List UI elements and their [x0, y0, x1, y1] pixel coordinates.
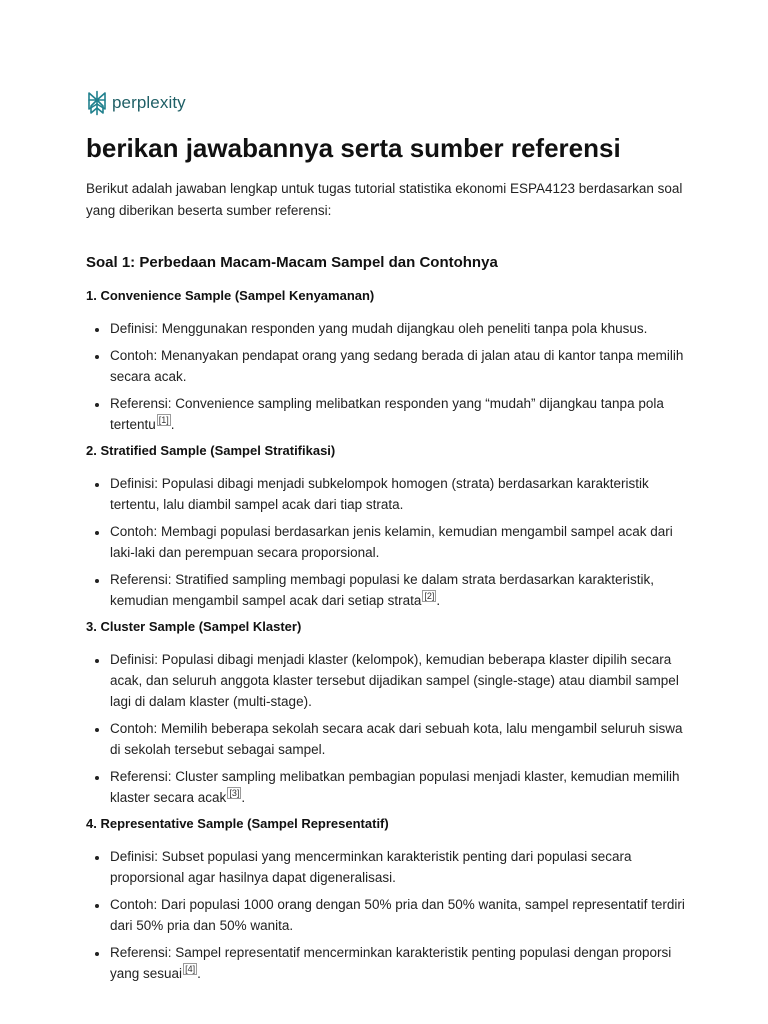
- document-page: [86, 86, 686, 990]
- page-title: berikan jawabannya serta sumber referensi: [86, 133, 621, 163]
- perplexity-logo-icon: [86, 90, 108, 116]
- brand-name: perplexity: [112, 93, 186, 112]
- sample-type-heading: 4. Representative Sample (Sampel Representatif): [86, 816, 389, 831]
- brand-logo: [86, 86, 686, 120]
- citation-link[interactable]: [4]: [185, 964, 196, 974]
- citation-link[interactable]: [3]: [229, 788, 240, 798]
- sample-type-section: [86, 441, 686, 611]
- reference-item: • Referensi: Convenience sampling melibatkan responden yang “mudah” dijangkau tanpa pola tertentu [1] .: [109, 393, 686, 435]
- example-item: • Contoh: Dari populasi 1000 orang dengan 50% pria dan 50% wanita, sampel representatif terdiri dari 50% pria dan 50% wanita.: [109, 894, 686, 936]
- citation-link[interactable]: [2]: [424, 591, 435, 601]
- definition-item: • Definisi: Populasi dibagi menjadi klaster (kelompok), kemudian beberapa klaster dipilih secara acak, dan seluruh anggota klaster tersebut dijadikan sampel (single-stage) atau diambil sampel lagi di dalam klaster (multi-stage).: [109, 649, 686, 712]
- intro-paragraph: Berikut adalah jawaban lengkap untuk tugas tutorial statistika ekonomi ESPA4123 berdasarkan soal yang diberikan beserta sumber referensi:: [86, 181, 683, 218]
- sample-type-heading: 1. Convenience Sample (Sampel Kenyamanan): [86, 288, 375, 303]
- example-item: • Contoh: Memilih beberapa sekolah secara acak dari sebuah kota, lalu mengambil seluruh siswa di sekolah tersebut sebagai sampel.: [109, 718, 686, 760]
- sample-type-list: [86, 846, 686, 984]
- definition-item: • Definisi: Populasi dibagi menjadi subkelompok homogen (strata) berdasarkan karakteristik tertentu, lalu diambil sampel acak dari tiap strata.: [109, 473, 686, 515]
- citation-link[interactable]: [1]: [158, 415, 169, 425]
- sample-type-section: [86, 814, 686, 984]
- sample-type-section: [86, 617, 686, 808]
- reference-item: • Referensi: Sampel representatif mencerminkan karakteristik penting populasi dengan proporsi yang sesuai [4] .: [109, 942, 686, 984]
- sample-type-section: [86, 286, 686, 435]
- sample-type-heading: 2. Stratified Sample (Sampel Stratifikasi): [86, 443, 336, 458]
- question-heading: Soal 1: Perbedaan Macam-Macam Sampel dan Contohnya: [86, 254, 498, 271]
- definition-item: • Definisi: Menggunakan responden yang mudah dijangkau oleh peneliti tanpa pola khusus.: [109, 318, 686, 339]
- sample-type-list: [86, 649, 686, 808]
- example-item: • Contoh: Membagi populasi berdasarkan jenis kelamin, kemudian mengambil sampel acak dari laki-laki dan perempuan secara proporsional.: [109, 521, 686, 563]
- sample-type-list: [86, 318, 686, 435]
- sample-type-heading: 3. Cluster Sample (Sampel Klaster): [86, 619, 302, 634]
- reference-item: • Referensi: Stratified sampling membagi populasi ke dalam strata berdasarkan karakteristik, kemudian mengambil sampel acak dari setiap strata [2] .: [109, 569, 686, 611]
- example-item: • Contoh: Menanyakan pendapat orang yang sedang berada di jalan atau di kantor tanpa memilih secara acak.: [109, 345, 686, 387]
- sample-type-list: [86, 473, 686, 611]
- definition-item: • Definisi: Subset populasi yang mencerminkan karakteristik penting dari populasi secara proporsional agar hasilnya dapat digeneralisasi.: [109, 846, 686, 888]
- reference-item: • Referensi: Cluster sampling melibatkan pembagian populasi menjadi klaster, kemudian memilih klaster secara acak [3] .: [109, 766, 686, 808]
